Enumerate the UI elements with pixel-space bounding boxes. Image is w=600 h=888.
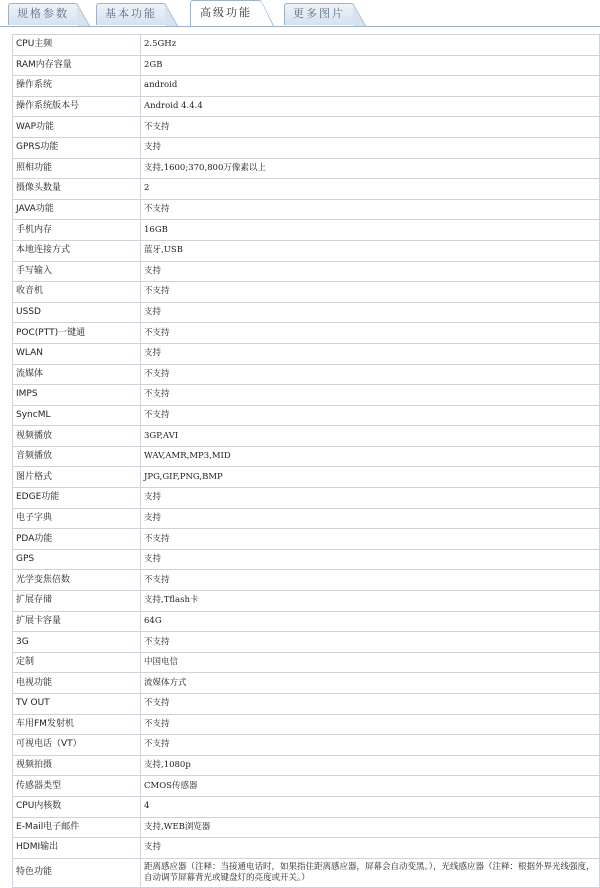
spec-row bbox=[13, 858, 600, 887]
spec-value: 不支持 bbox=[141, 714, 600, 735]
spec-name: 手机内存 bbox=[13, 220, 141, 241]
spec-value: 3GP,AVI bbox=[141, 426, 600, 447]
spec-name: 本地连接方式 bbox=[13, 240, 141, 261]
spec-row bbox=[13, 385, 600, 406]
spec-value: JPG,GIF,PNG,BMP bbox=[141, 467, 600, 488]
spec-row bbox=[13, 591, 600, 612]
spec-row bbox=[13, 446, 600, 467]
spec-value: 不支持 bbox=[141, 323, 600, 344]
spec-value: 支持,Tflash卡 bbox=[141, 591, 600, 612]
spec-row bbox=[13, 529, 600, 550]
spec-name: CPU主频 bbox=[13, 35, 141, 56]
spec-name: 音频播放 bbox=[13, 446, 141, 467]
spec-value: 2 bbox=[141, 179, 600, 200]
spec-row bbox=[13, 405, 600, 426]
spec-row bbox=[13, 611, 600, 632]
spec-row bbox=[13, 467, 600, 488]
spec-name: 光学变焦倍数 bbox=[13, 570, 141, 591]
spec-name: 车用FM发射机 bbox=[13, 714, 141, 735]
spec-row bbox=[13, 199, 600, 220]
spec-row bbox=[13, 549, 600, 570]
spec-row bbox=[13, 76, 600, 97]
spec-row bbox=[13, 35, 600, 56]
tab-advanced-functions-label: 高级功能 bbox=[200, 6, 252, 19]
spec-row bbox=[13, 570, 600, 591]
spec-value: 支持,1600;370,800万像素以上 bbox=[141, 158, 600, 179]
spec-name: 照相功能 bbox=[13, 158, 141, 179]
spec-row bbox=[13, 652, 600, 673]
spec-value: 中国电信 bbox=[141, 652, 600, 673]
spec-value: 支持 bbox=[141, 488, 600, 509]
spec-value: 不支持 bbox=[141, 117, 600, 138]
spec-row bbox=[13, 240, 600, 261]
spec-row bbox=[13, 776, 600, 797]
spec-row bbox=[13, 426, 600, 447]
tab-basic-functions[interactable] bbox=[96, 3, 166, 25]
spec-table bbox=[12, 34, 600, 888]
spec-name: CPU内核数 bbox=[13, 796, 141, 817]
spec-name: RAM内存容量 bbox=[13, 55, 141, 76]
spec-row bbox=[13, 55, 600, 76]
spec-row bbox=[13, 158, 600, 179]
spec-value: 不支持 bbox=[141, 694, 600, 715]
spec-row bbox=[13, 817, 600, 838]
spec-value: 64G bbox=[141, 611, 600, 632]
spec-value: 支持 bbox=[141, 549, 600, 570]
spec-name: 电子字典 bbox=[13, 508, 141, 529]
spec-name: PDA功能 bbox=[13, 529, 141, 550]
spec-value: 不支持 bbox=[141, 632, 600, 653]
spec-row bbox=[13, 220, 600, 241]
spec-row bbox=[13, 364, 600, 385]
spec-name: 特色功能 bbox=[13, 858, 141, 887]
spec-value: Android 4.4.4 bbox=[141, 96, 600, 117]
spec-value: 不支持 bbox=[141, 282, 600, 303]
spec-name: JAVA功能 bbox=[13, 199, 141, 220]
spec-name: 视频播放 bbox=[13, 426, 141, 447]
spec-name: IMPS bbox=[13, 385, 141, 406]
tab-basic-functions-label: 基本功能 bbox=[105, 7, 157, 20]
spec-value: 支持 bbox=[141, 261, 600, 282]
spec-name: 扩展存储 bbox=[13, 591, 141, 612]
spec-name: 收音机 bbox=[13, 282, 141, 303]
spec-row bbox=[13, 117, 600, 138]
spec-name: HDMI输出 bbox=[13, 838, 141, 859]
spec-name: E-Mail电子邮件 bbox=[13, 817, 141, 838]
spec-row bbox=[13, 838, 600, 859]
spec-name: 手写输入 bbox=[13, 261, 141, 282]
spec-row bbox=[13, 323, 600, 344]
spec-name: 流媒体 bbox=[13, 364, 141, 385]
spec-name: 操作系统 bbox=[13, 76, 141, 97]
tab-more-pictures-label: 更多图片 bbox=[293, 7, 345, 20]
spec-value: 支持 bbox=[141, 838, 600, 859]
spec-row bbox=[13, 96, 600, 117]
spec-row bbox=[13, 796, 600, 817]
spec-name: 3G bbox=[13, 632, 141, 653]
spec-name: 操作系统版本号 bbox=[13, 96, 141, 117]
spec-name: WLAN bbox=[13, 343, 141, 364]
tab-specs[interactable] bbox=[8, 3, 78, 25]
spec-row bbox=[13, 755, 600, 776]
spec-value: 不支持 bbox=[141, 385, 600, 406]
spec-value: 不支持 bbox=[141, 529, 600, 550]
spec-value: 支持,WEB浏览器 bbox=[141, 817, 600, 838]
spec-value: android bbox=[141, 76, 600, 97]
spec-value: 支持 bbox=[141, 508, 600, 529]
spec-name: 定制 bbox=[13, 652, 141, 673]
tab-advanced-functions[interactable] bbox=[190, 0, 262, 26]
spec-name: 图片格式 bbox=[13, 467, 141, 488]
spec-name: 传感器类型 bbox=[13, 776, 141, 797]
spec-row bbox=[13, 343, 600, 364]
spec-name: TV OUT bbox=[13, 694, 141, 715]
spec-value: 不支持 bbox=[141, 405, 600, 426]
spec-value: 16GB bbox=[141, 220, 600, 241]
spec-name: 电视功能 bbox=[13, 673, 141, 694]
spec-value: 蓝牙,USB bbox=[141, 240, 600, 261]
tab-bar bbox=[0, 0, 600, 27]
spec-value: 支持 bbox=[141, 343, 600, 364]
spec-name: WAP功能 bbox=[13, 117, 141, 138]
spec-name: GPS bbox=[13, 549, 141, 570]
spec-row bbox=[13, 488, 600, 509]
spec-name: 视频拍摄 bbox=[13, 755, 141, 776]
spec-value: 流媒体方式 bbox=[141, 673, 600, 694]
spec-name: 摄像头数量 bbox=[13, 179, 141, 200]
spec-row bbox=[13, 508, 600, 529]
spec-name: 可视电话（VT） bbox=[13, 735, 141, 756]
tab-specs-label: 规格参数 bbox=[17, 7, 69, 20]
spec-name: EDGE功能 bbox=[13, 488, 141, 509]
spec-name: 扩展卡容量 bbox=[13, 611, 141, 632]
spec-row bbox=[13, 282, 600, 303]
spec-value: 2.5GHz bbox=[141, 35, 600, 56]
spec-value: 距离感应器（注释：当接通电话时，如果指住距离感应器，屏幕会自动变黑。），光线感应器（注释：根据外界光线强度，自动调节屏幕背光或键盘灯的亮度或开关。） bbox=[141, 858, 600, 887]
spec-value: 不支持 bbox=[141, 735, 600, 756]
spec-row bbox=[13, 673, 600, 694]
spec-value: 支持 bbox=[141, 302, 600, 323]
spec-name: SyncML bbox=[13, 405, 141, 426]
spec-row bbox=[13, 694, 600, 715]
spec-value: WAV,AMR,MP3,MID bbox=[141, 446, 600, 467]
spec-name: USSD bbox=[13, 302, 141, 323]
spec-value: 不支持 bbox=[141, 570, 600, 591]
spec-row bbox=[13, 714, 600, 735]
spec-row bbox=[13, 179, 600, 200]
spec-value: CMOS传感器 bbox=[141, 776, 600, 797]
spec-row bbox=[13, 137, 600, 158]
spec-name: POC(PTT)一键通 bbox=[13, 323, 141, 344]
spec-value: 支持 bbox=[141, 137, 600, 158]
spec-value: 不支持 bbox=[141, 199, 600, 220]
spec-value: 2GB bbox=[141, 55, 600, 76]
tab-more-pictures[interactable] bbox=[284, 3, 354, 25]
spec-value: 支持,1080p bbox=[141, 755, 600, 776]
spec-value: 4 bbox=[141, 796, 600, 817]
spec-row bbox=[13, 261, 600, 282]
spec-value: 不支持 bbox=[141, 364, 600, 385]
spec-name: GPRS功能 bbox=[13, 137, 141, 158]
spec-row bbox=[13, 302, 600, 323]
spec-row bbox=[13, 735, 600, 756]
spec-row bbox=[13, 632, 600, 653]
